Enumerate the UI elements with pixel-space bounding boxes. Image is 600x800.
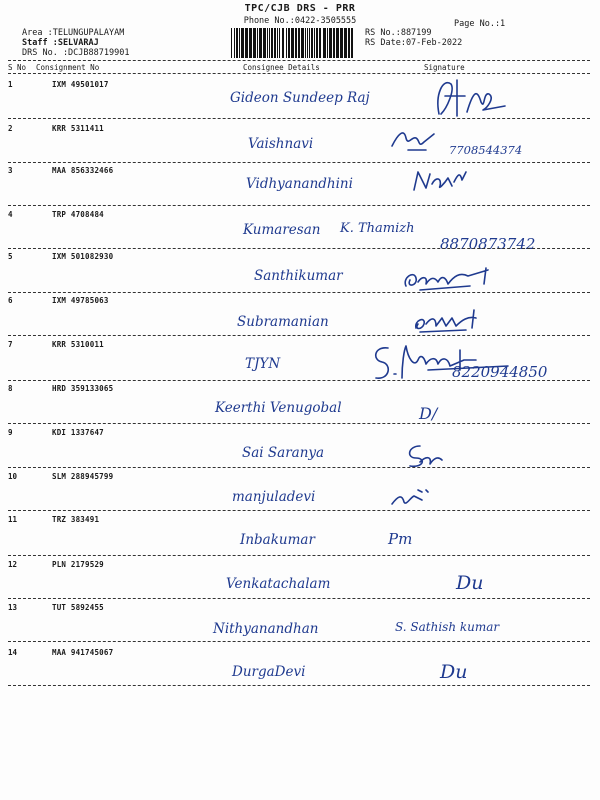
row-consignee: Vidhyanandhini bbox=[246, 176, 353, 192]
barcode-bar bbox=[245, 28, 248, 58]
col-consignment: Consignment No bbox=[36, 63, 100, 72]
table-row bbox=[0, 428, 600, 468]
row-signature bbox=[388, 124, 448, 154]
barcode-bar bbox=[340, 28, 343, 58]
row-consignment: IXM 49785063 bbox=[52, 296, 109, 305]
row-consignment: KRR 5310011 bbox=[52, 340, 104, 349]
row-consignee: Nithyanandhan bbox=[213, 621, 319, 637]
row-sno: 7 bbox=[8, 340, 13, 349]
row-phone: 7708544374 bbox=[449, 143, 523, 157]
row-consignee: Sai Saranya bbox=[242, 445, 325, 461]
barcode-bar bbox=[241, 28, 244, 58]
barcode-bar bbox=[329, 28, 332, 58]
drs-number: DRS No. :DCJB88719901 bbox=[22, 48, 130, 58]
row-consignment: SLM 288945799 bbox=[52, 472, 114, 481]
barcode-bar bbox=[319, 28, 321, 58]
row-divider bbox=[8, 423, 590, 424]
row-consignee: Gideon Sundeep Raj bbox=[230, 90, 370, 106]
barcode-bar bbox=[253, 28, 256, 58]
row-sno: 9 bbox=[8, 428, 13, 437]
table-row bbox=[0, 384, 600, 424]
row-sno: 14 bbox=[8, 648, 18, 657]
row-divider bbox=[8, 467, 590, 468]
page-number: Page No.:1 bbox=[454, 19, 506, 29]
row-consignee: TJYN bbox=[245, 356, 281, 372]
row-signature bbox=[402, 440, 447, 470]
rs-number: RS No.:887199 bbox=[365, 28, 432, 38]
table-row bbox=[0, 603, 600, 643]
barcode-bar bbox=[274, 28, 276, 58]
barcode-bar bbox=[288, 28, 290, 58]
barcode-bar bbox=[236, 28, 238, 58]
row-signature: K. Thamizh bbox=[340, 221, 415, 236]
row-sno: 11 bbox=[8, 515, 18, 524]
row-divider bbox=[8, 380, 590, 381]
row-sno: 5 bbox=[8, 252, 13, 261]
row-signature: Du bbox=[456, 572, 484, 594]
row-consignee: Santhikumar bbox=[254, 268, 343, 284]
row-consignee: Venkatachalam bbox=[226, 576, 331, 592]
row-divider bbox=[8, 598, 590, 599]
row-signature: D/ bbox=[419, 404, 438, 423]
barcode-bar bbox=[309, 28, 310, 58]
row-divider bbox=[8, 335, 590, 336]
barcode-bar bbox=[305, 28, 306, 58]
row-signature: S. Sathish kumar bbox=[395, 620, 500, 634]
barcode-bar bbox=[336, 28, 339, 58]
row-consignment: TRZ 383491 bbox=[52, 515, 100, 524]
barcode-bar bbox=[333, 28, 335, 58]
table-row bbox=[0, 648, 600, 688]
row-signature bbox=[400, 258, 495, 294]
barcode-bar bbox=[279, 28, 280, 58]
barcode-bar bbox=[348, 28, 350, 58]
barcode-bar bbox=[307, 28, 308, 58]
row-consignee: Keerthi Venugobal bbox=[215, 400, 342, 416]
row-consignment: TRP 4708484 bbox=[52, 210, 104, 219]
barcode-bar bbox=[249, 28, 252, 58]
row-sno: 2 bbox=[8, 124, 13, 133]
row-sno: 10 bbox=[8, 472, 18, 481]
row-consignment: HRD 359133065 bbox=[52, 384, 114, 393]
row-consignee: Subramanian bbox=[237, 314, 329, 330]
row-divider bbox=[8, 162, 590, 163]
row-consignment: TUT 5892455 bbox=[52, 603, 104, 612]
row-divider bbox=[8, 118, 590, 119]
row-consignment: MAA 941745067 bbox=[52, 648, 114, 657]
row-signature bbox=[410, 166, 480, 196]
row-phone: 8220944850 bbox=[452, 363, 548, 381]
row-divider bbox=[8, 555, 590, 556]
row-signature bbox=[425, 74, 535, 118]
barcode-bar bbox=[277, 28, 278, 58]
row-consignee: Vaishnavi bbox=[248, 136, 314, 152]
table-row bbox=[0, 560, 600, 600]
barcode-bar bbox=[267, 28, 268, 58]
row-sno: 3 bbox=[8, 166, 13, 175]
row-divider bbox=[8, 205, 590, 206]
row-sno: 12 bbox=[8, 560, 18, 569]
row-sno: 4 bbox=[8, 210, 13, 219]
barcode-bar bbox=[344, 28, 347, 58]
col-consignee: Consignee Details bbox=[243, 63, 320, 72]
row-divider bbox=[8, 685, 590, 686]
barcode-bar bbox=[316, 28, 318, 58]
barcode-bar bbox=[269, 28, 270, 58]
row-signature bbox=[388, 484, 438, 510]
row-consignment: MAA 856332466 bbox=[52, 166, 114, 175]
table-row bbox=[0, 515, 600, 555]
header-right bbox=[365, 28, 462, 48]
barcode-bar bbox=[257, 28, 258, 58]
barcode-bar bbox=[301, 28, 304, 58]
table-row bbox=[0, 472, 600, 512]
barcode-bar bbox=[298, 28, 300, 58]
barcode-bar bbox=[239, 28, 240, 58]
barcode-bar bbox=[282, 28, 284, 58]
barcode-bar bbox=[234, 28, 235, 58]
row-sno: 1 bbox=[8, 80, 13, 89]
table-row bbox=[0, 252, 600, 292]
row-consignment: PLN 2179529 bbox=[52, 560, 104, 569]
row-consignee: Inbakumar bbox=[240, 532, 315, 548]
header-left bbox=[22, 28, 129, 58]
staff-field: Staff :SELVARAJ bbox=[22, 38, 99, 48]
row-divider bbox=[8, 248, 590, 249]
row-consignment: IXM 501082930 bbox=[52, 252, 114, 261]
sheet-title: TPC/CJB DRS - PRR bbox=[244, 3, 356, 14]
col-sno: S No bbox=[8, 63, 27, 72]
phone-number: Phone No.:0422-3505555 bbox=[243, 16, 357, 26]
barcode-bar bbox=[327, 28, 328, 58]
barcode-bar bbox=[295, 28, 297, 58]
col-signature: Signature bbox=[424, 63, 465, 72]
row-consignee: Kumaresan bbox=[243, 222, 321, 238]
barcode-bar bbox=[314, 28, 315, 58]
row-signature: Du bbox=[440, 661, 468, 683]
row-signature bbox=[410, 302, 490, 336]
barcode-bar bbox=[351, 28, 353, 58]
row-consignment: KDI 1337647 bbox=[52, 428, 104, 437]
table-row bbox=[0, 296, 600, 336]
row-sno: 6 bbox=[8, 296, 13, 305]
table-row bbox=[0, 124, 600, 164]
table-row bbox=[0, 166, 600, 206]
row-sno: 8 bbox=[8, 384, 13, 393]
table-row bbox=[0, 340, 600, 380]
row-sno: 13 bbox=[8, 603, 18, 612]
row-signature: Pm bbox=[388, 530, 413, 548]
barcode-bar bbox=[259, 28, 262, 58]
barcode-bar bbox=[323, 28, 326, 58]
table-row bbox=[0, 210, 600, 253]
barcode-bar bbox=[263, 28, 266, 58]
row-consignment: IXM 49501017 bbox=[52, 80, 109, 89]
row-consignee: DurgaDevi bbox=[232, 664, 306, 680]
rs-date: RS Date:07-Feb-2022 bbox=[365, 38, 463, 48]
barcode-bar bbox=[291, 28, 294, 58]
row-divider bbox=[8, 641, 590, 642]
row-divider bbox=[8, 292, 590, 293]
area-field: Area :TELUNGUPALAYAM bbox=[22, 28, 125, 38]
table-row bbox=[0, 80, 600, 120]
row-consignee: manjuladevi bbox=[232, 489, 316, 505]
barcode bbox=[231, 28, 355, 58]
row-consignment: KRR 5311411 bbox=[52, 124, 104, 133]
row-phone: 8870873742 bbox=[440, 235, 536, 253]
barcode-bar bbox=[311, 28, 313, 58]
barcode-bar bbox=[271, 28, 273, 58]
row-divider bbox=[8, 510, 590, 511]
barcode-bar bbox=[286, 28, 287, 58]
header-divider bbox=[8, 60, 590, 61]
barcode-bar bbox=[231, 28, 232, 58]
